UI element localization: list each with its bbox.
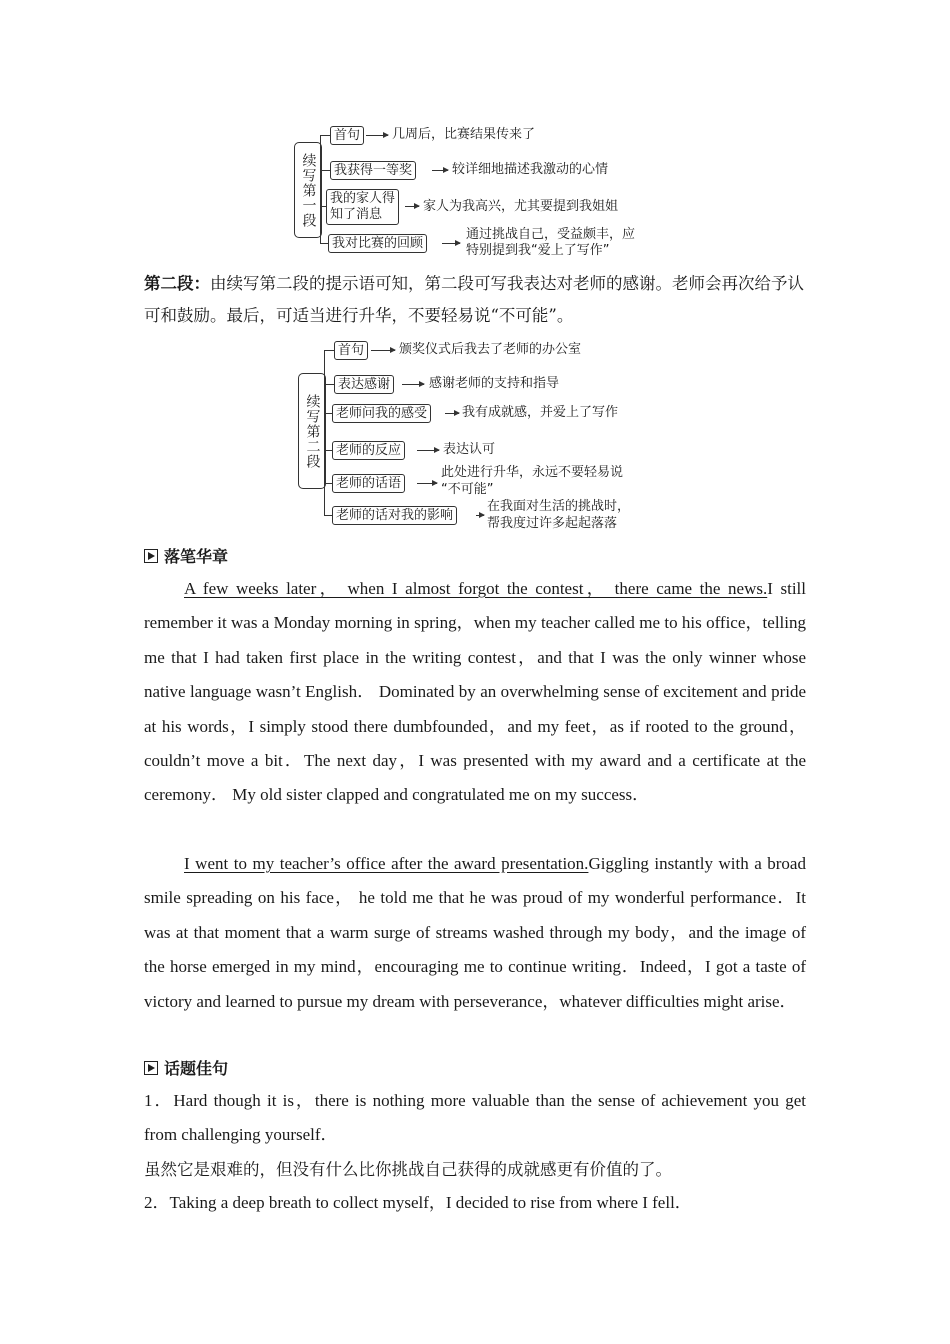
diagram2-root: 续写第二段 bbox=[298, 373, 326, 489]
section-title: 话题佳句 bbox=[164, 1059, 229, 1078]
diagram2-arrow bbox=[371, 350, 395, 351]
underlined-sentence: I went to my teacher’s office after the award presentation. bbox=[184, 854, 589, 873]
diagram1-leaf-4-line1: 通过挑战自己，受益颇丰，应 bbox=[466, 227, 636, 242]
diagram2-node-thanks: 表达感谢 bbox=[334, 375, 394, 394]
diagram1-arrow bbox=[432, 170, 448, 171]
section-title: 落笔华章 bbox=[164, 547, 229, 566]
paragraph-section2-hint bbox=[144, 268, 806, 332]
section-heading-luobi bbox=[144, 544, 228, 567]
diagram1-arrow bbox=[366, 135, 388, 136]
section2-text: 由续写第二段的提示语可知，第二段可写我表达对老师的感谢。老师会再次给予认可和鼓励。最后，可适当进行升华，不要轻易说“不可能”。 bbox=[144, 274, 804, 325]
diagram1-leaf-2: 较详细地描述我激动的心情 bbox=[452, 162, 609, 177]
diagram1-node-family-line1: 我的家人得 bbox=[330, 191, 396, 206]
diagram2-connector bbox=[324, 515, 332, 516]
topic-sentence-1-en: 1．Hard though it is，there is nothing more valuable than the sense of achievement you get from challenging yourself． bbox=[144, 1091, 806, 1145]
diagram1-leaf-1: 几周后，比赛结果传来了 bbox=[392, 127, 536, 142]
paragraph-text: I still remember it was a Monday morning in spring，when my teacher called me to his office，telling me that I had taken first place in the writing contest，and that I was the only winner whose native language wasn’t English． Dominated by an overwhelming sense of excitement and pride at his words，I simply stood there dumbfounded，and my feet，as if rooted to the ground，couldn’t move a bit．The next day，I was presented with my award and a certificate at the ceremony． My old sister clapped and congratulated me on my success． bbox=[144, 579, 806, 805]
diagram2-leaf-4: 表达认可 bbox=[443, 442, 496, 457]
diagram2-leaf-5-line1: 此处进行升华，永远不要轻易说 bbox=[441, 465, 624, 480]
diagram1-connector bbox=[320, 170, 330, 171]
diagram2-connector bbox=[324, 450, 332, 451]
diagram1-root: 续写第一段 bbox=[294, 142, 322, 238]
diagram2-arrow bbox=[445, 413, 459, 414]
diagram2-node-influence: 老师的话对我的影响 bbox=[332, 506, 457, 525]
diagram1-connector bbox=[320, 243, 328, 244]
diagram2-connector bbox=[324, 413, 332, 414]
diagram1-arrow bbox=[442, 243, 460, 244]
diagram2-trunk bbox=[324, 350, 325, 515]
diagram1-connector bbox=[320, 135, 330, 136]
paragraph-text: Giggling instantly with a broad smile spreading on his face， he told me that he was proud of my wonderful performance．It was at that moment that a warm surge of streams washed through my body，and the image of the horse emerged in my mind，encouraging me to continue writing．Indeed，I got a taste of victory and learned to pursue my dream with perseverance，whatever difficulties might arise． bbox=[144, 854, 806, 1011]
diagram1-leaf-4 bbox=[466, 227, 635, 259]
section-heading-huati bbox=[144, 1056, 228, 1079]
topic-sentence-2-en: 2．Taking a deep breath to collect myself，I decided to rise from where I fell． bbox=[144, 1193, 692, 1212]
diagram2-leaf-2: 感谢老师的支持和指导 bbox=[429, 376, 560, 391]
section2-label: 第二段： bbox=[144, 274, 210, 293]
diagram2-connector bbox=[324, 384, 334, 385]
diagram1-node-first-prize: 我获得一等奖 bbox=[330, 161, 416, 180]
diagram2-node-first-sentence: 首句 bbox=[334, 341, 368, 360]
diagram1-arrow bbox=[405, 206, 419, 207]
underlined-sentence: A few weeks later， when I almost forgot the contest， there came the news. bbox=[184, 579, 768, 598]
diagram2-connector bbox=[324, 350, 334, 351]
diagram2-connector bbox=[324, 483, 332, 484]
diagram1-leaf-4-line2: 特别提到我“爱上了写作” bbox=[466, 243, 610, 258]
play-triangle-icon bbox=[144, 549, 158, 563]
diagram1-node-family bbox=[326, 189, 399, 225]
diagram2-arrow bbox=[417, 483, 437, 484]
diagram2-leaf-6 bbox=[487, 498, 630, 532]
essay-paragraph-2 bbox=[144, 847, 806, 1019]
diagram2-leaf-6-line2: 帮我度过许多起起落落 bbox=[487, 516, 618, 531]
diagram1-node-first-sentence: 首句 bbox=[330, 126, 364, 145]
essay-paragraph-1 bbox=[144, 572, 806, 813]
diagram2-arrow bbox=[476, 515, 484, 516]
diagram1-node-review: 我对比赛的回顾 bbox=[328, 234, 427, 253]
diagram2-node-teacher-asks: 老师问我的感受 bbox=[332, 404, 431, 423]
diagram2-leaf-6-line1: 在我面对生活的挑战时， bbox=[487, 499, 631, 514]
diagram2-leaf-3: 我有成就感，并爱上了写作 bbox=[462, 405, 619, 420]
diagram1-node-family-line2: 知了消息 bbox=[330, 207, 383, 222]
diagram2-leaf-5-line2: “不可能” bbox=[441, 482, 494, 497]
diagram2-arrow bbox=[417, 450, 439, 451]
diagram2-arrow bbox=[402, 384, 424, 385]
diagram2-node-teacher-words: 老师的话语 bbox=[332, 474, 405, 493]
diagram2-leaf-5 bbox=[441, 464, 623, 498]
topic-sentence-1-cn: 虽然它是艰难的，但没有什么比你挑战自己获得的成就感更有价值的了。 bbox=[144, 1160, 672, 1179]
diagram2-leaf-1: 颁奖仪式后我去了老师的办公室 bbox=[399, 342, 582, 357]
play-triangle-icon bbox=[144, 1061, 158, 1075]
diagram1-trunk bbox=[320, 135, 321, 243]
diagram1-leaf-3: 家人为我高兴，尤其要提到我姐姐 bbox=[423, 199, 619, 214]
diagram2-node-teacher-reaction: 老师的反应 bbox=[332, 441, 405, 460]
